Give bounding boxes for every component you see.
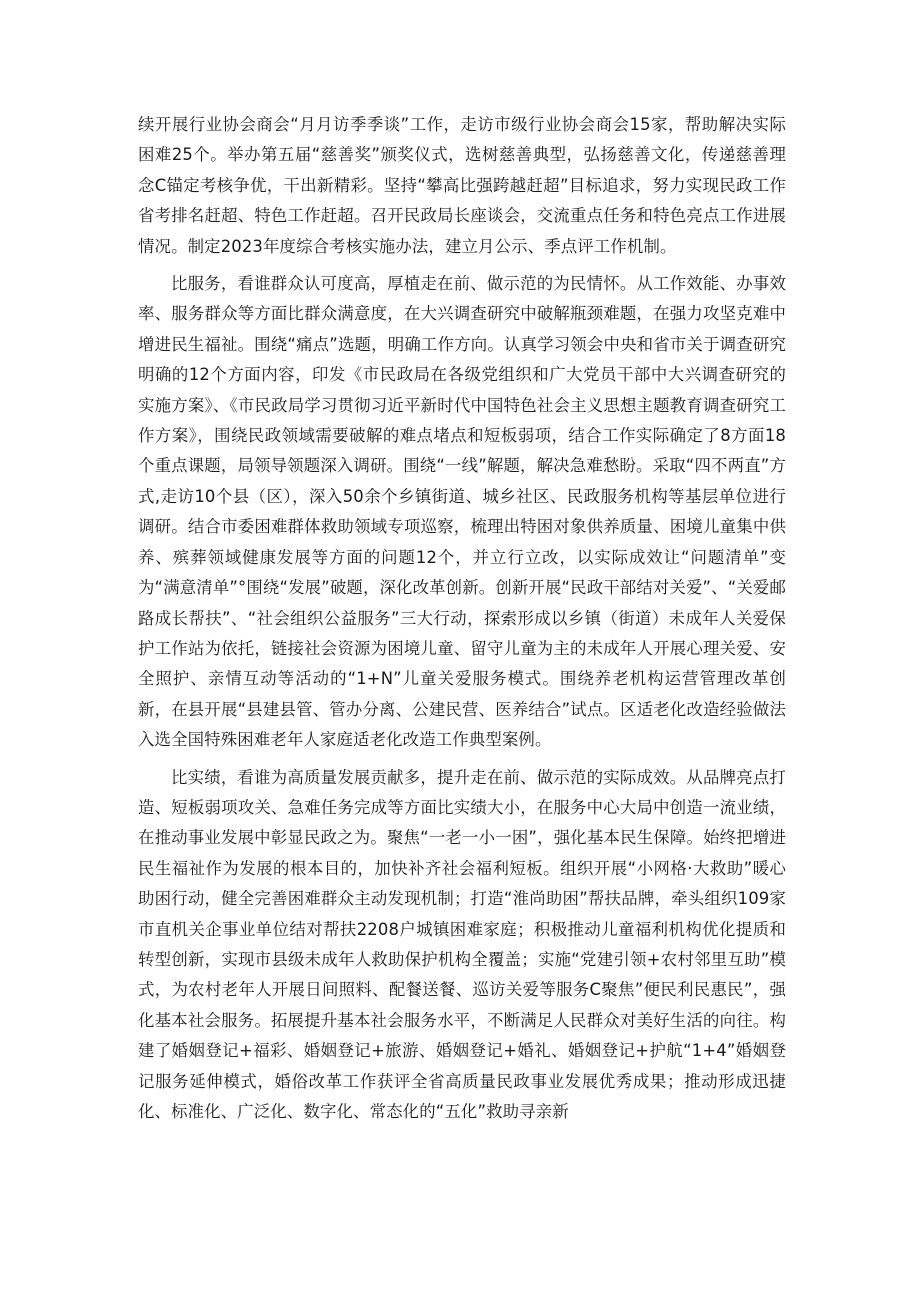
paragraph-service: 比服务，看谁群众认可度高，厚植走在前、做示范的为民情怀。从工作效能、办事效率、服务群众等方面比群众满意度，在大兴调查研究中破解瓶颈难题，在强力攻坚克难中增进民生福祉。围绕“痛点”选题，明确工作方向。认真学习领会中央和省市关于调查研究明确的12个方面内容，印发《市民政局在各级党组织和广大党员干部中大兴调查研究的实施方案》、《市民政局学习贯彻习近平新时代中国特色社会主义思想主题教育调查研究工作方案》，围绕民政领域需要破解的难点堵点和短板弱项，结合工作实际确定了8方面18个重点课题，局领导领题深入调研。围绕“一线”解题，解决急难愁盼。采取“四不两直”方式,走访10个县（区），深入50余个乡镇街道、城乡社区、民政服务机构等基层单位进行调研。结合市委困难群体救助领域专项巡察，梳理出特困对象供养质量、困境儿童集中供养、殡葬领域健康发展等方面的问题12个，并立行立改，以实际成效让“问题清单”变为“满意清单”°围绕“发展”破题，深化改革创新。创新开展“民政干部结对关爱”、“关爱邮路成长帮扶”、“社会组织公益服务”三大行动，探索形成以乡镇（街道）未成年人关爱保护工作站为依托，链接社会资源为困境儿童、留守儿童为主的未成年人开展心理关爱、安全照护、亲情互动等活动的“1+N”儿童关爱服务模式。围绕养老机构运营管理改革创新，在县开展“县建县管、管办分离、公建民营、医养结合”试点。区适老化改造经验做法入选全国特殊困难老年人家庭适老化改造工作典型案例。 (138, 274, 786, 750)
document-page (138, 110, 786, 1134)
paragraph-continued: 续开展行业协会商会“月月访季季谈”工作，走访市级行业协会商会15家，帮助解决实际困难25个。举办第五届“慈善奖”颁奖仪式，选树慈善典型，弘扬慈善文化，传递慈善理念C锚定考核争优，干出新精彩。坚持“攀高比强跨越赶超”目标追求，努力实现民政工作省考排名赶超、特色工作赶超。召开民政局长座谈会，交流重点任务和特色亮点工作进展情况。制定2023年度综合考核实施办法，建立月公示、季点评工作机制。 (138, 115, 786, 256)
paragraph-performance: 比实绩，看谁为高质量发展贡献多，提升走在前、做示范的实际成效。从品牌亮点打造、短板弱项攻关、急难任务完成等方面比实绩大小，在服务中心大局中创造一流业绩，在推动事业发展中彰显民政之为。聚焦“一老一小一困”，强化基本民生保障。始终把增进民生福祉作为发展的根本目的，加快补齐社会福利短板。组织开展“小网格·大救助”暖心助困行动，健全完善困难群众主动发现机制；打造“淮尚助困”帮扶品牌，牵头组织109家市直机关企事业单位结对帮扶2208户城镇困难家庭；积极推动儿童福利机构优化提质和转型创新，实现市县级未成年人救助保护机构全覆盖；实施“党建引领+农村邻里互助”模式，为农村老年人开展日间照料、配餐送餐、巡访关爱等服务C聚焦”便民利民惠民”，强化基本社会服务。拓展提升基本社会服务水平，不断满足人民群众对美好生活的向往。构建了婚姻登记+福彩、婚姻登记+旅游、婚姻登记+婚礼、婚姻登记+护航“1+4”婚姻登记服务延伸模式，婚俗改革工作获评全省高质量民政事业发展优秀成果；推动形成迅捷化、标准化、广泛化、数字化、常态化的“五化”救助寻亲新 (138, 767, 786, 1121)
